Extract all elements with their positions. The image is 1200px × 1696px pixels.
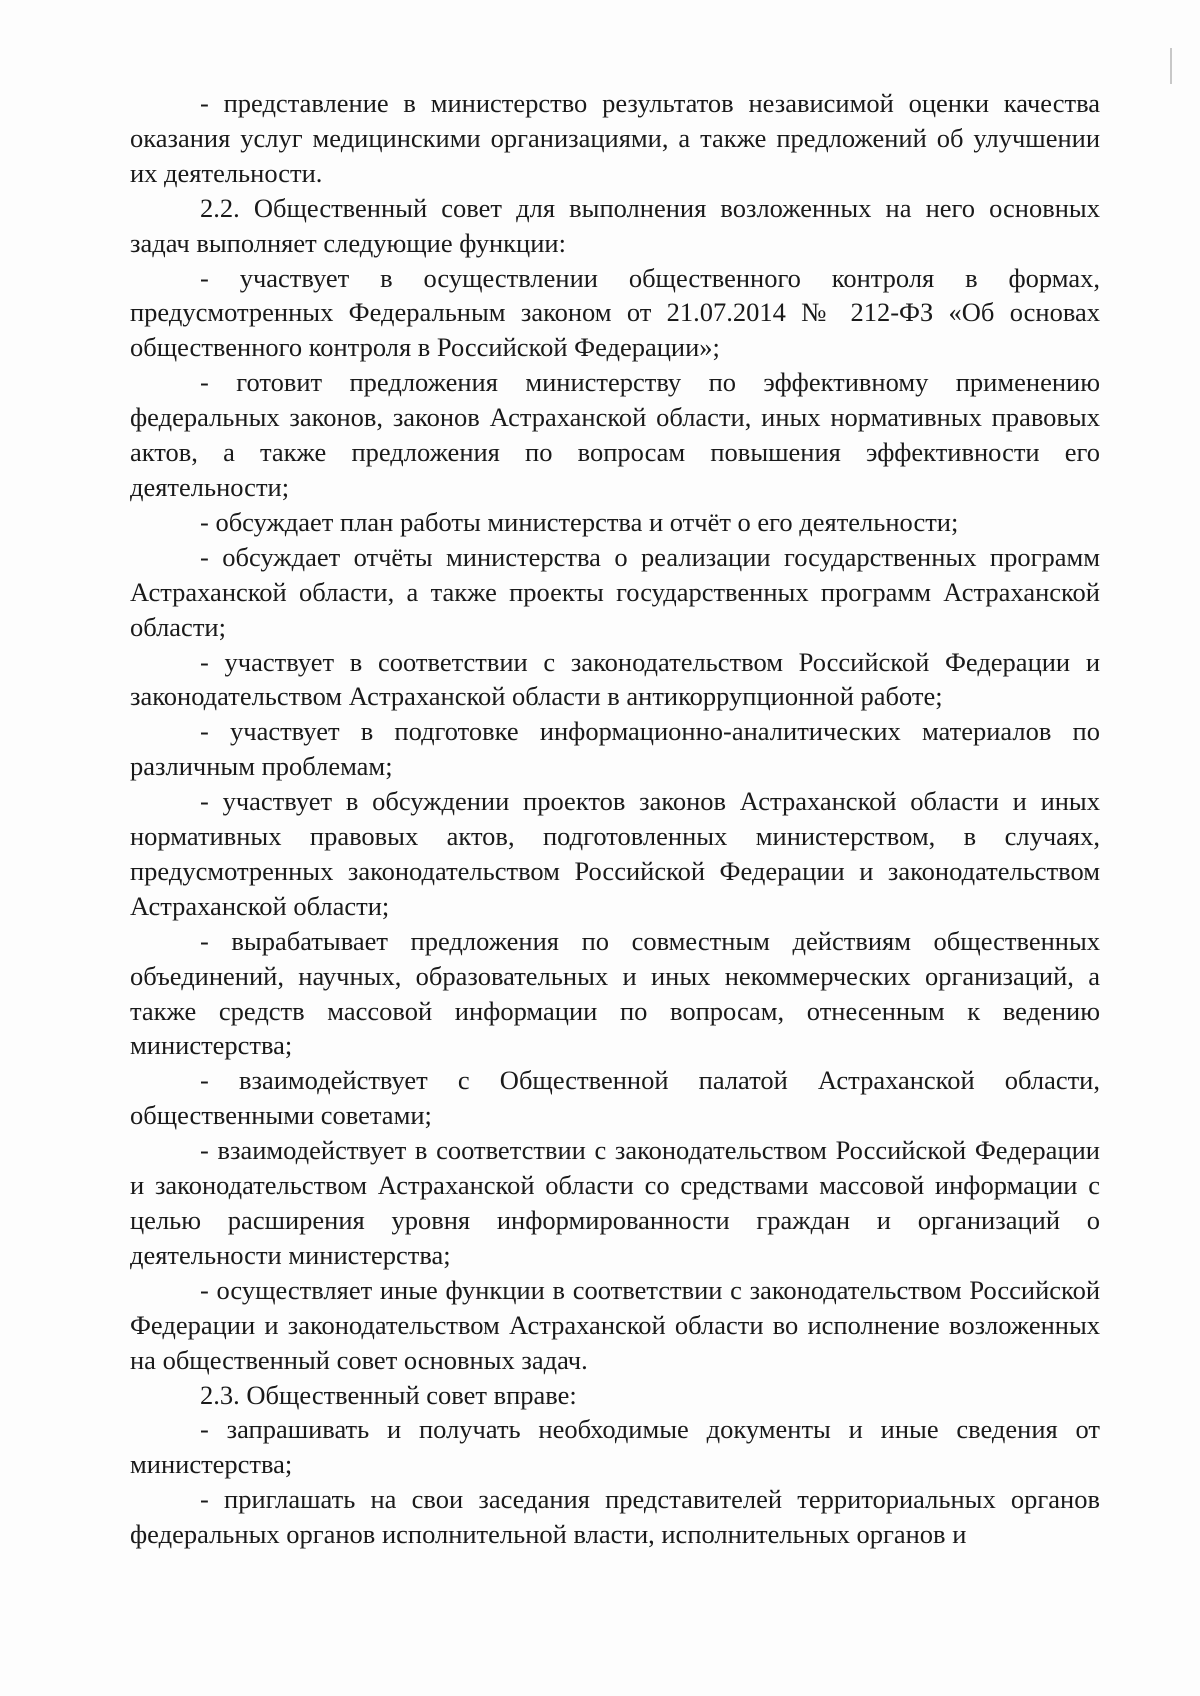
paragraph-analytics: - участвует в подготовке информационно-аналитических материалов по различным проблемам;: [130, 716, 1100, 782]
paragraph-joint-actions: - вырабатывает предложения по совместным действиям общественных объединений, научных, образовательных и иных некоммерческих организаций, а также средств массовой информации по вопросам, отнесенным к ведению министерства;: [130, 925, 1100, 1061]
paragraph-work-plan: - обсуждает план работы министерства и отчёт о его деятельности;: [200, 506, 959, 537]
paragraph-section-2-2: 2.2. Общественный совет для выполнения возложенных на него основных задач выполняет следующие функции:: [130, 192, 1100, 258]
paragraph-mass-media: - взаимодействует в соответствии с законодательством Российской Федерации и законодательством Астраханской области со средствами массовой информации с целью расширения уровня информированности граждан и организаций о деятельности министерства;: [130, 1135, 1100, 1270]
paragraph-invite-representatives: - приглашать на свои заседания представителей территориальных органов федеральных органов исполнительной власти, исполнительных органов и: [130, 1484, 1100, 1550]
document-body: [130, 86, 1100, 1552]
paragraph-state-programs: - обсуждает отчёты министерства о реализации государственных программ Астраханской области, а также проекты государственных программ Астраханской области;: [130, 541, 1100, 642]
paragraph-results-submission: - представление в министерство результатов независимой оценки качества оказания услуг медицинскими организациями, а также предложений об улучшении их деятельности.: [130, 88, 1100, 188]
paragraph-public-control: - участвует в осуществлении общественного контроля в формах, предусмотренных Федеральным законом от 21.07.2014 № 212-ФЗ «Об основах общественного контроля в Российской Федерации»;: [130, 262, 1100, 363]
scan-artifact: [1170, 48, 1172, 84]
paragraph-proposals-laws: - готовит предложения министерству по эффективному применению федеральных законов, законов Астраханской области, иных нормативных правовых актов, а также предложения по вопросам повышения эффективности его деятельности;: [130, 367, 1100, 502]
paragraph-draft-laws: - участвует в обсуждении проектов законов Астраханской области и иных нормативных правовых актов, подготовленных министерством, в случаях, предусмотренных законодательством Российской Федерации и законодательством Астраханской области;: [130, 786, 1100, 921]
paragraph-request-documents: - запрашивать и получать необходимые документы и иные сведения от министерства;: [130, 1414, 1100, 1480]
paragraph-anticorruption: - участвует в соответствии с законодательством Российской Федерации и законодательством Астраханской области в антикоррупционной работе;: [130, 646, 1100, 712]
paragraph-section-2-3: 2.3. Общественный совет вправе:: [200, 1379, 577, 1410]
paragraph-other-functions: - осуществляет иные функции в соответствии с законодательством Российской Федерации и законодательством Астраханской области во исполнение возложенных на общественный совет основных задач.: [130, 1274, 1100, 1375]
paragraph-public-chamber: - взаимодействует с Общественной палатой Астраханской области, общественными советами;: [130, 1065, 1100, 1131]
